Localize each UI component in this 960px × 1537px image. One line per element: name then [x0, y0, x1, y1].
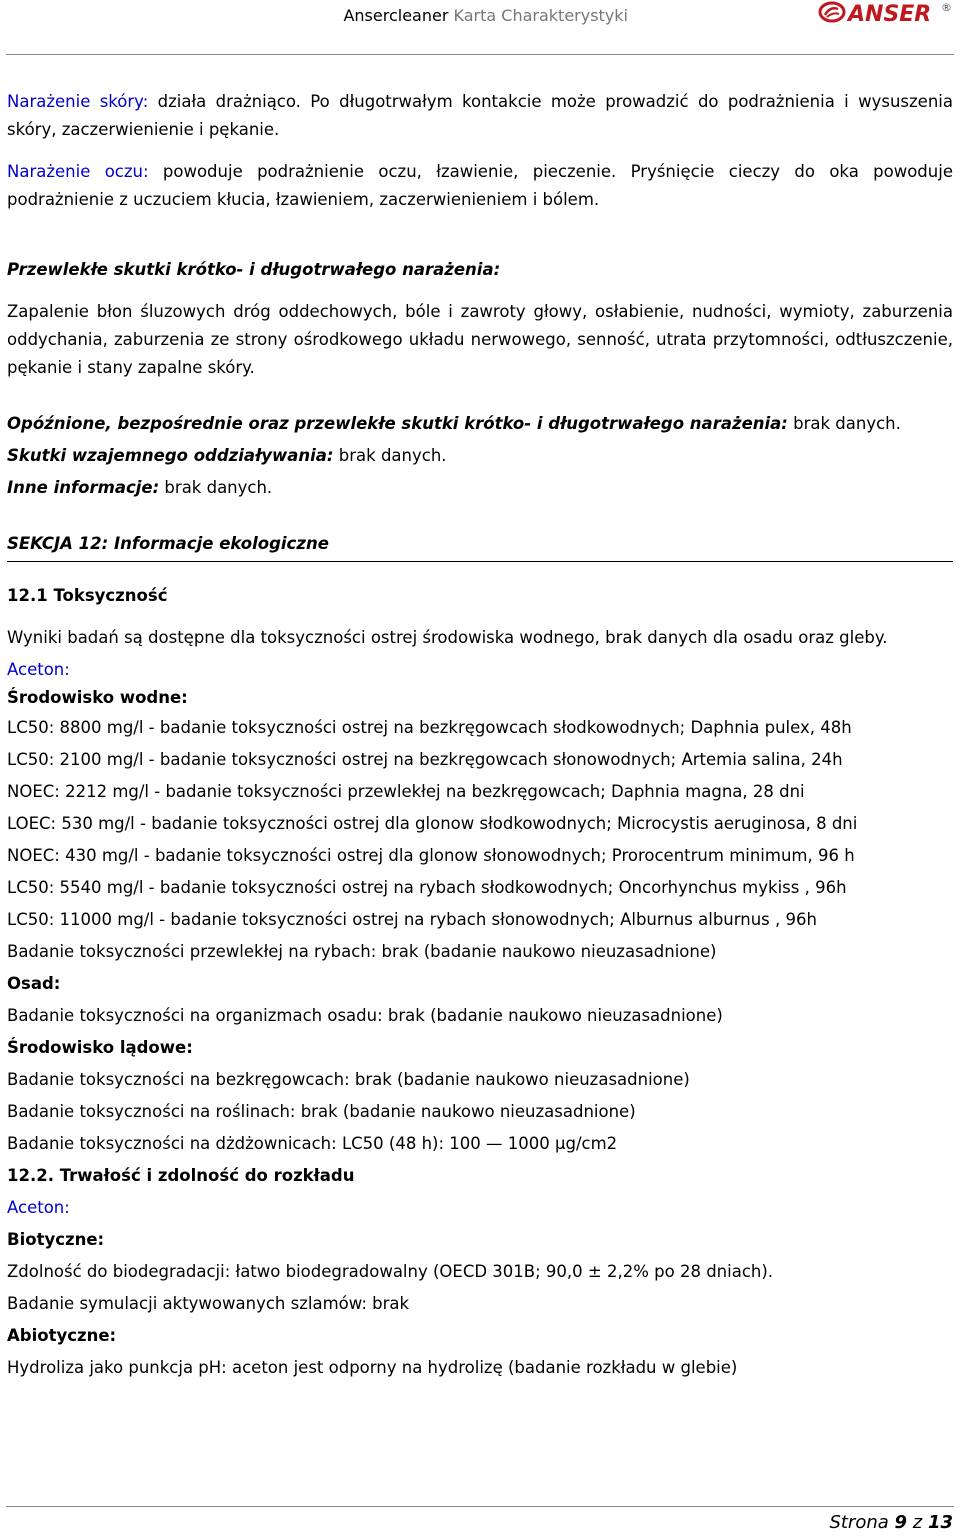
- list-item: LC50: 5540 mg/l - badanie toksyczności ostrej na rybach słodkowodnych; Oncorhynchus mykiss , 96h: [7, 878, 847, 897]
- eye-exposure-text: powoduje podrażnienie oczu, łzawienie, pieczenie. Pryśnięcie cieczy do oka powoduje podrażnienie z uczuciem kłucia, łzawieniem, zaczerwienieniem i bólem.: [7, 162, 953, 209]
- delayed-label: Opóźnione, bezpośrednie oraz przewlekłe skutki krótko- i długotrwałego narażenia:: [7, 414, 788, 433]
- acetone-link-1[interactable]: Aceton:: [7, 660, 70, 679]
- list-item: Badanie toksyczności na dżdżownicach: LC50 (48 h): 100 — 1000 µg/cm2: [7, 1134, 618, 1153]
- sediment-list: [7, 1000, 953, 1032]
- land-list: [7, 1064, 953, 1160]
- skin-exposure-text: działa drażniąco. Po długotrwałym kontakcie może prowadzić do podrażnienia i wysuszenia skóry, zaczerwienienie i pękanie.: [7, 92, 953, 139]
- list-item: Badanie toksyczności na roślinach: brak (badanie naukowo nieuzasadnione): [7, 1102, 636, 1121]
- anser-logo: [818, 0, 960, 26]
- abiotic-list: [7, 1352, 953, 1384]
- skin-exposure-link[interactable]: Narażenie skóry:: [7, 92, 149, 111]
- list-item: Badanie toksyczności przewlekłej na rybach: brak (badanie naukowo nieuzasadnione): [7, 942, 717, 961]
- list-item: Badanie toksyczności na bezkręgowcach: brak (badanie naukowo nieuzasadnione): [7, 1070, 690, 1089]
- interaction-value: brak danych.: [333, 446, 447, 465]
- header-company: Ansercleaner: [343, 6, 449, 25]
- list-item: Hydroliza jako punkcja pH: aceton jest odporny na hydrolizę (badanie rozkładu w glebie): [7, 1358, 738, 1377]
- header-doc-title: Karta Charakterystyki: [453, 6, 628, 25]
- footer-prefix: Strona: [829, 1512, 895, 1533]
- footer-page-total: 13: [927, 1512, 953, 1533]
- footer-page-number: 9: [894, 1512, 908, 1533]
- delayed-effects: [7, 410, 953, 438]
- document-body: [7, 88, 953, 1384]
- list-item: NOEC: 430 mg/l - badanie toksyczności ostrej dla glonow słonowodnych; Prorocentrum minimum, 96 h: [7, 846, 855, 865]
- water-list: [7, 712, 953, 968]
- other-value: brak danych.: [159, 478, 273, 497]
- chronic-heading: Przewlekłe skutki krótko- i długotrwałego narażenia:: [7, 260, 501, 279]
- section-12-title: SEKCJA 12: Informacje ekologiczne: [7, 530, 953, 562]
- abiotic-heading: Abiotyczne:: [7, 1326, 117, 1345]
- chronic-text: Zapalenie błon śluzowych dróg oddechowych, bóle i zawroty głowy, osłabienie, nudności, wymioty, zaburzenia oddychania, zaburzenia ze strony ośrodkowego układu nerwowego, senność, utrata przytomności, odtłuszczenie, pękanie i stany zapalne skóry.: [7, 302, 953, 377]
- header-divider: [6, 54, 954, 55]
- other-label: Inne informacje:: [7, 478, 160, 497]
- list-item: Zdolność do biodegradacji: łatwo biodegradowalny (OECD 301B; 90,0 ± 2,2% po 28 dniach).: [7, 1262, 774, 1281]
- list-item: Badanie toksyczności na organizmach osadu: brak (badanie naukowo nieuzasadnione): [7, 1006, 723, 1025]
- list-item: LC50: 2100 mg/l - badanie toksyczności ostrej na bezkręgowcach słonowodnych; Artemia salina, 24h: [7, 750, 843, 769]
- toxicity-title: 12.1 Toksyczność: [7, 586, 168, 605]
- biotic-heading: Biotyczne:: [7, 1230, 105, 1249]
- list-item: LC50: 11000 mg/l - badanie toksyczności ostrej na rybach słonowodnych; Alburnus alburnus , 96h: [7, 910, 817, 929]
- list-item: LC50: 8800 mg/l - badanie toksyczności ostrej na bezkręgowcach słodkowodnych; Daphnia pulex, 48h: [7, 718, 852, 737]
- toxicity-intro: Wyniki badań są dostępne dla toksyczności ostrej środowiska wodnego, brak danych dla osadu oraz gleby.: [7, 628, 888, 647]
- footer-divider: [6, 1506, 954, 1507]
- other-info: [7, 474, 953, 502]
- persistence-title: 12.2. Trwałość i zdolność do rozkładu: [7, 1166, 355, 1185]
- acetone-link-2[interactable]: Aceton:: [7, 1198, 70, 1217]
- page-footer: [829, 1512, 953, 1533]
- logo-reg-mark: ®: [941, 1, 952, 14]
- biotic-list: [7, 1256, 953, 1320]
- interaction-label: Skutki wzajemnego oddziaływania:: [7, 446, 334, 465]
- skin-exposure: [7, 88, 953, 144]
- logo-text: ANSER: [848, 2, 932, 26]
- eye-exposure-link[interactable]: Narażenie oczu:: [7, 162, 149, 181]
- sediment-heading: Osad:: [7, 974, 61, 993]
- header-title: [343, 6, 628, 25]
- list-item: LOEC: 530 mg/l - badanie toksyczności ostrej dla glonow słodkowodnych; Microcystis aeruginosa, 8 dni: [7, 814, 858, 833]
- interaction-effects: [7, 442, 953, 470]
- eye-exposure: [7, 158, 953, 214]
- list-item: NOEC: 2212 mg/l - badanie toksyczności przewlekłej na bezkręgowcach; Daphnia magna, 28 dni: [7, 782, 805, 801]
- water-heading: Środowisko wodne:: [7, 688, 188, 707]
- page-header: [0, 0, 960, 55]
- footer-separator: z: [907, 1512, 928, 1533]
- list-item: Badanie symulacji aktywowanych szlamów: brak: [7, 1294, 410, 1313]
- land-heading: Środowisko lądowe:: [7, 1038, 193, 1057]
- delayed-value: brak danych.: [787, 414, 901, 433]
